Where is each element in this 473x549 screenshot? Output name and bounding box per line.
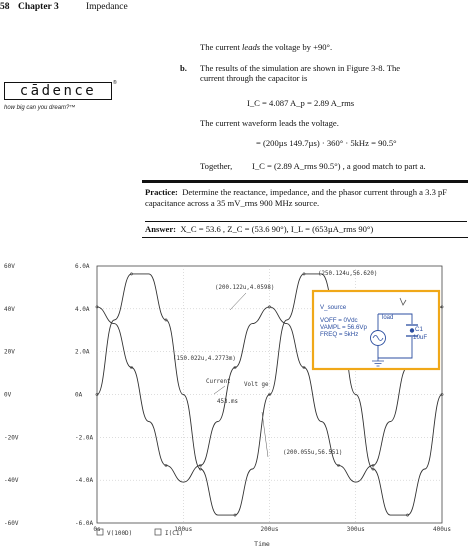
cursor-annotation: Current [206,379,231,385]
item-b-text-2: current through the capacitor is [200,73,308,83]
capacitor-value: 10uF [413,334,428,341]
annotation-leader [262,412,268,457]
chapter-label: Chapter 3 [18,2,59,12]
page-number: 58 [0,2,10,12]
y-right-tick-label: 2.0A [75,348,90,356]
simulation-chart [0,262,473,549]
chart-svg [0,262,473,549]
answer-line: Answer: X_C = 53.6 , Z_C = (53.6 90°), I_L = (653µA_rms 90°) [145,221,467,234]
cadence-logo: cādence [4,82,112,100]
together-label: Together, [200,161,233,171]
source-vampl: VAMPL = 56.6Vp [320,324,367,331]
y-left-tick-label: -40V [4,477,19,485]
annotation-leader [214,386,225,394]
y-right-tick-label: -4.0A [75,477,94,485]
y-left-tick-label: 60V [4,263,15,270]
source-freq: FREQ = 5kHz [320,331,359,338]
equation-ic-amplitude: I_C = 4.087 A_p = 2.89 A_rms [247,98,355,108]
source-name: V_source [320,304,347,311]
legend-i-label: I(C1) [165,530,184,537]
y-right-tick-label: 6.0A [75,263,90,270]
y-left-tick-label: 0V [4,391,12,399]
chapter-title: Impedance [86,2,128,12]
y-left-tick-label: -60V [4,520,19,527]
logo-tagline: how big can you dream?™ [4,105,76,111]
annotation-leader [230,293,246,310]
x-tick-label: 400us [432,526,452,533]
legend [97,529,183,537]
cursor-annotation: (200.055u,56.551) [283,450,343,456]
cursor-annotation: 453.ms [217,399,238,405]
x-tick-label: 0s [93,526,101,533]
waveform-lead-text: The current waveform leads the voltage. [200,118,339,128]
together-equation: I_C = (2.89 A_rms 90.5°) , a good match to part a. [252,161,426,171]
load-label: load [382,315,394,321]
y-right-tick-label: -2.0A [75,434,94,442]
cursor-annotation: Volt ge [244,382,269,388]
registered-mark: ® [113,80,117,86]
x-axis-label: Time [254,540,270,548]
x-tick-label: 100us [174,526,193,533]
item-b-label: b. [180,63,187,73]
legend-v-label: V(100D) [107,530,133,537]
source-voff: VOFF = 0Vdc [320,317,358,324]
item-b-text-1: The results of the simulation are shown in Figure 3-8. The [200,63,401,73]
legend-marker-i [155,529,161,535]
y-right-tick-label: 0A [75,391,83,399]
x-tick-label: 200us [260,526,279,533]
equation-phase: = (200µs 149.7µs) · 360° · 5kHz = 90.5° [256,138,397,148]
practice-text: Practice: Determine the reactance, impedance, and the phasor current through a 3.3 pF capacitance across a 35 mV_rms 900 MHz source. [145,187,448,208]
y-right-tick-label: 4.0A [75,305,90,313]
probe-dot-icon [410,328,414,332]
y-left-tick-label: 20V [4,348,15,356]
schematic-inset [313,291,439,369]
capacitor-name: C1 [415,326,423,333]
x-tick-label: 300us [346,526,365,533]
y-right-tick-label: -6.0A [75,520,94,527]
y-left-tick-label: 40V [4,305,15,313]
current-leads-line: The current leads the voltage by +90°. [200,42,333,52]
cursor-annotation: (150.022u,4.2773m) [173,356,236,362]
cursor-annotation: (250.124u,56.620) [318,271,378,277]
cursor-annotation: (200.122u,4.0598) [215,285,275,291]
y-left-tick-label: -20V [4,434,19,442]
